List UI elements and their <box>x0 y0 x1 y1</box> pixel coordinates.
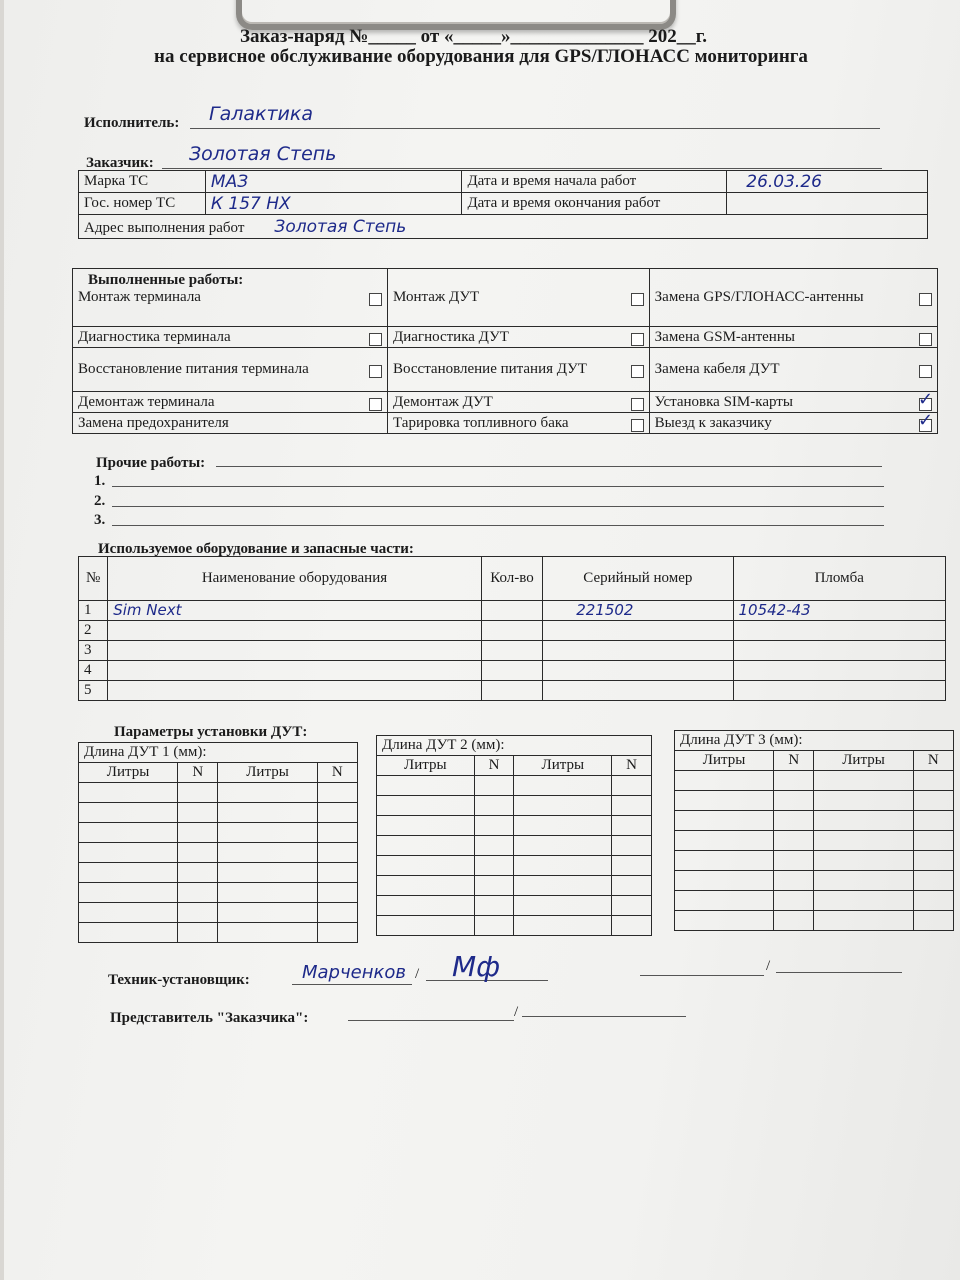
work-item: Монтаж терминала <box>73 269 388 327</box>
customer-line <box>162 168 882 169</box>
work-item: Замена предохранителя <box>73 413 388 434</box>
checkbox[interactable] <box>631 365 644 378</box>
table-row <box>377 876 652 896</box>
form-title: Заказ-наряд №_____ от «_____»______________ 202__г. <box>240 26 707 47</box>
plate-label: Гос. номер ТС <box>79 193 206 215</box>
table-row <box>79 903 358 923</box>
work-item: Замена GPS/ГЛОНАСС-антенны <box>649 269 937 327</box>
checkbox[interactable] <box>631 333 644 346</box>
signature-line <box>348 1020 514 1021</box>
work-item: Диагностика терминала <box>73 327 388 348</box>
work-item: Демонтаж терминала <box>73 392 388 413</box>
signature-line <box>522 1016 686 1017</box>
work-item: Установка SIM-карты ✓ <box>649 392 937 413</box>
checkbox[interactable] <box>919 365 932 378</box>
table-row <box>79 843 358 863</box>
executor-label: Исполнитель: <box>84 115 180 131</box>
table-row <box>79 783 358 803</box>
table-row: 3 <box>79 641 946 661</box>
table-row <box>79 823 358 843</box>
end-label: Дата и время окончания работ <box>462 193 727 215</box>
start-cell <box>727 171 928 193</box>
technician-label: Техник-установщик: <box>108 972 250 988</box>
table-row <box>675 891 954 911</box>
table-row: 1 Sim Next 221502 10542-43 <box>79 601 946 621</box>
table-row <box>675 851 954 871</box>
checkbox[interactable] <box>631 419 644 432</box>
brand-label: Марка ТС <box>79 171 206 193</box>
start-label: Дата и время начала работ <box>462 171 727 193</box>
other-item-1: 1. <box>94 473 106 489</box>
brand-cell <box>205 171 462 193</box>
checkbox-checked[interactable] <box>919 398 932 411</box>
serial-value: 221502 <box>576 601 634 619</box>
dut-table-1: Длина ДУТ 1 (мм): Литры N Литры N <box>78 742 358 943</box>
checkbox[interactable] <box>919 333 932 346</box>
table-row <box>675 811 954 831</box>
table-row <box>675 791 954 811</box>
works-table <box>72 268 938 434</box>
col-serial: Серийный номер <box>543 557 733 601</box>
table-row <box>79 863 358 883</box>
signature-line <box>776 972 902 973</box>
works-heading: Выполненные работы: <box>88 272 244 288</box>
checkbox[interactable] <box>369 365 382 378</box>
col-name: Наименование оборудования <box>108 557 482 601</box>
checkbox[interactable] <box>631 398 644 411</box>
table-row <box>377 836 652 856</box>
checkbox[interactable] <box>369 293 382 306</box>
dut-title: Длина ДУТ 2 (мм): <box>377 736 652 756</box>
start-value: 26.03.26 <box>746 171 822 192</box>
work-item: Замена GSM-антенны <box>649 327 937 348</box>
work-item: Выезд к заказчику ✓ <box>649 413 937 434</box>
table-row <box>377 916 652 936</box>
col-seal: Пломба <box>733 557 946 601</box>
other-line <box>112 486 884 487</box>
table-row <box>377 816 652 836</box>
other-item-2: 2. <box>94 493 106 509</box>
table-row: 5 <box>79 681 946 701</box>
dut-title: Длина ДУТ 3 (мм): <box>675 731 954 751</box>
table-row <box>79 923 358 943</box>
technician-name: Марченков <box>302 962 406 983</box>
table-row <box>675 771 954 791</box>
signature-line <box>292 984 412 985</box>
table-row <box>675 831 954 851</box>
other-works-heading: Прочие работы: <box>96 455 206 471</box>
table-row <box>377 776 652 796</box>
form-subtitle: на сервисное обслуживание оборудования для GPS/ГЛОНАСС мониторинга <box>154 46 808 67</box>
equipment-heading: Используемое оборудование и запасные части: <box>98 541 414 557</box>
table-row <box>377 856 652 876</box>
end-value <box>727 193 928 215</box>
checkbox[interactable] <box>369 398 382 411</box>
checkbox[interactable] <box>919 293 932 306</box>
seal-value: 10542-43 <box>738 601 811 619</box>
table-row: 2 <box>79 621 946 641</box>
signature-line <box>640 975 764 976</box>
customer-label: Заказчик: <box>86 155 154 171</box>
work-item: Монтаж ДУТ <box>388 269 650 327</box>
table-row <box>377 796 652 816</box>
technician-signature: Мф <box>452 950 501 983</box>
address-value: Золотая Степь <box>274 216 407 237</box>
work-item: Диагностика ДУТ <box>388 327 650 348</box>
dut-heading: Параметры установки ДУТ: <box>114 724 308 740</box>
address-label: Адрес выполнения работ <box>84 219 245 236</box>
checkbox-checked[interactable] <box>919 419 932 432</box>
work-item: Восстановление питания ДУТ <box>388 348 650 392</box>
equipment-table <box>78 556 946 701</box>
address-cell <box>79 215 928 239</box>
plate-value: К 157 НХ <box>210 193 291 214</box>
executor-value: Галактика <box>209 103 314 125</box>
col-qty: Кол-во <box>481 557 542 601</box>
equipment-name: Sim Next <box>113 601 182 619</box>
table-row <box>79 883 358 903</box>
other-item-3: 3. <box>94 512 106 528</box>
customer-value: Золотая Степь <box>189 143 337 165</box>
table-row <box>377 896 652 916</box>
work-item: Восстановление питания терминала <box>73 348 388 392</box>
customer-rep-label: Представитель "Заказчика": <box>110 1010 309 1026</box>
dut-table-2: Длина ДУТ 2 (мм): Литры N Литры N <box>376 735 652 936</box>
form-sheet: Заказ-наряд №_____ от «_____»______________ 202__г. на сервисное обслуживание оборудования для GPS/ГЛОНАСС мониторинга Исполнитель: Галактика Заказчик: Золотая Степь Марка ТС МАЗ Дата и время начала работ 26.03.26 Гос. номер ТС К 157 НХ Дата и время окончания работ Адрес выполнения работ Золотая Степь Выполненные работы: Монтаж терминала Монтаж ДУТ Замена GPS/ГЛОНАСС-антенны Диагностика терминала Диагностика ДУТ Замена GSM-антенны Восстановление питания терминала Восстановление питания ДУТ Замена кабеля ДУТ Демонтаж терминала Демонтаж ДУТ Установка SIM-карты ✓ Замена предохранителя Тарировка топливного бака Выезд к заказчику ✓ Прочие работы: 1. 2. 3. Используемое оборудование и запасные части: № Наименование оборудования Кол-во Серийный номер Пломба 1 Sim Next 221502 10542-43 2 3 4 5 Параметры установки ДУТ: Длина ДУТ 1 (мм): Литры N Литры N Длина ДУТ 2 (мм): Литры N Литры N Длина ДУТ 3 (мм): Литры N Литры N Техник-установщик: / Марченков Мф / Представитель "Заказчика": / <box>4 0 960 1280</box>
col-num: № <box>79 557 108 601</box>
work-item: Замена кабеля ДУТ <box>649 348 937 392</box>
other-line <box>112 525 884 526</box>
table-row <box>79 803 358 823</box>
other-line <box>112 506 884 507</box>
work-item: Тарировка топливного бака <box>388 413 650 434</box>
table-row: 4 <box>79 661 946 681</box>
executor-line <box>190 128 880 129</box>
brand-value: МАЗ <box>210 171 249 192</box>
table-row <box>675 911 954 931</box>
other-line <box>216 466 882 467</box>
checkbox[interactable] <box>369 333 382 346</box>
work-item: Демонтаж ДУТ <box>388 392 650 413</box>
dut-table-3: Длина ДУТ 3 (мм): Литры N Литры N <box>674 730 954 931</box>
dut-title: Длина ДУТ 1 (мм): <box>79 743 358 763</box>
checkbox[interactable] <box>631 293 644 306</box>
vehicle-table <box>78 170 928 239</box>
plate-cell <box>205 193 462 215</box>
table-row <box>675 871 954 891</box>
